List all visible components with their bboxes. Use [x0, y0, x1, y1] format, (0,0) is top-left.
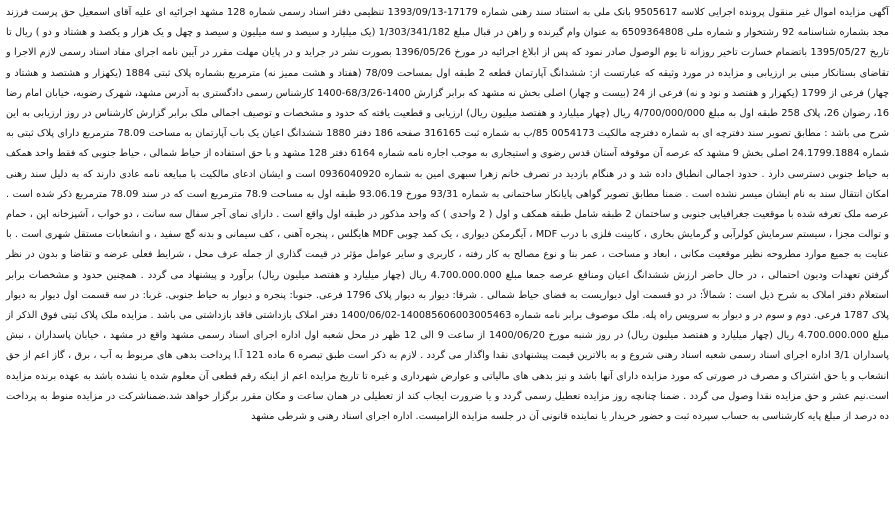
- notice-body-text: آگهی مزایده اموال غیر منقول پرونده اجرایی کلاسه 9505617 بانک ملی به استناد سند رهنی شماره 17179-1393/09/13 تنظیمی دفتر اسناد رسمی شماره 128 مشهد اجرائیه ای علیه آقای اسمعیل حق پرست فرزند مجد بشماره شناسنامه 92 رشتخوار و شماره ملی 6509364808 به عنوان وام گیرنده و راهن در قبال مبلغ 1/303/341/182 (یک میلیارد و سیصد و سه میلیون و سیصد و چهل و یک هزار و یکصد و هشتاد و دو ) ریال تا تاریخ 1395/05/27 باتضمام خسارت تاخیر روزانه تا یوم الوصول صادر نمود که پس از ابلاغ اجرائیه در مورخ 1396/05/26 بصورت نشر در جراید و در پایان مهلت مقرر در آیین نامه اجرای مفاد اسناد رسمی لازم الاجرا و تقاضای بستانکار مبنی بر ارزیابی و مزایده در مورد وثیقه که عبارتست از: ششدانگ آپارتمان قطعه 2 طبقه اول بمساحت 78/09 (هفتاد و هشت ممیز نه) مترمربع بشماره پلاک ثبتی 1884 (یکهزار و هشتصد و هشتاد و چهار) فرعی از 1799 (یکهزار و هفتصد و نود و نه) فرعی از 24 (بیست و چهار) اصلی بخش نه مشهد که برابر گزارش 1400-68/3/26-1400 کارشناس رسمی دادگستری به آدرس مشهد، شهرک رضویه، خیابان امام رضا 16، رضوان 26، پلاک 258 طبقه اول به مبلغ 4/700/000/000 ریال (چهار میلیارد و هفتصد میلیون ریال) ارزیابی و قطعیت یافته که حدود و مشخصات و توصیف اجمالی ملک برابر گزارش کارشناس در روز ارزیابی به این شرح می باشد : مطابق تصویر سند دفترچه ای به شماره دفترچه مالکیت 0054173 85/ب به شماره ثبت 316165 صفحه 186 دفتر 1880 ششدانگ اعیان یک باب آپارتمان به مساحت 78.09 مترمربع دارای پلاک ثبتی به شماره 24.1799.1884 اصلی بخش 9 مشهد که عرصه آن موقوفه آستان قدس رضوی و استیجاری به موجب اجاره نامه شماره 6164 دفتر 128 مشهد و با حق استفاده از حیاط شمالی ، حیاط جنوبی که فقط واحد همکف به حیاط جنوبی دسترسی دارد . حدود اجمالی انطباق داده شد و در هنگام بازدید در تصرف خانم زهرا سبهری امین به شماره 0936040920 است و ایشان ادعای مالکیت با مبایعه نامه عادی دارند که به دلیل سند رهنی امکان انتقال سند به نام ایشان میسر نشده است . ضمنا مطابق تصویر گواهی پایانکار ساختمانی به شماره 93/31 مورخ 93.06.19 طبقه اول به مساحت 78.9 مترمربع است که در سند 78.09 مترمربع ذکر شده است . عرصه ملک تعرفه شده با موقعیت جغرافیایی جنوبی و ساختمان 2 طبقه شامل طبقه همکف و اول ( 2 واحدی ) که واحد مذکور در طبقه اول واقع است . دارای نمای آجر سفال سه سانت ، دو خواب ، آشپزخانه اپن ، حمام و توالت مجزا ، سیستم سرمایش کولرآبی و گرمایش بخاری ، کابینت فلزی با درب MDF ، آیگرمکن دیواری ، یک کمد چوبی MDF هایگلس ، پنجره آهنی ، کف سیمانی و بدنه گچ سفید ، و انشعابات مستقل شهری است . با عنایت به جمیع موارد مطروحه نظیر موقعیت مکانی ، ابعاد و مساحت ، عمر بنا و نوع مصالح به کار رفته ، کاربری و سایر عوامل مؤثر در قیمت گذاری از جمله عرف محل ، شرایط فعلی عرضه و تقاضا و بدون در نظر گرفتن تعهدات ودیون احتمالی ، در حال حاضر ارزش ششدانگ اعیان ومنافع عرصه جمعا مبلغ 4.700.000.000 ریال (چهار میلیارد و هفتصد میلیون ریال) برآورد و پیشنهاد می گردد . همچنین حدود و مشخصات برابر استعلام دفتر املاک به شرح ذیل است : شمالاً: در دو قسمت اول دیواریست به فضای حیاط شمالی . شرقا: دیوار به دیوار پلاک 1796 فرعی. جنوبا: پنجره و دیوار به حیاط جنوبی. غربا: در سه قسمت اول دیوار به دیوار پلاک 1787 فرعی. دوم و سوم در و دیوار به سرویس راه پله. ملک موصوف برابر نامه شماره 140085606003005463-1400/06/02 دفتر املاک بازداشتی فاقد بازداشتی می باشد . مزایده ملک پلاک ثبتی فوق الذکر از مبلغ 4.700.000.000 ریال (چهار میلیارد و هفتصد میلیون ریال) در روز شنبه مورخ 1400/06/20 از ساعت 9 الی 12 ظهر در محل شعبه اول اداره اجرای اسناد رسمی مشهد واقع در مشهد ، خیابان پاسداران ، نبش پاسداران 3/1 اداره اجرای اسناد رسمی شعبه اسناد رهنی شروع و به بالاترین قیمت پیشنهادی نقدا واگذار می گردد . لازم به ذکر است طبق تبصره 6 ماده 121 آ.ا پرداخت بدهی های مربوط به آب ، برق ، گاز اعم از حق انشعاب و یا حق اشتراک و مصرف در صورتی که مورد مزایده دارای آنها باشد و نیز بدهی های مالیاتی و عوارض شهرداری و غیره تا تاریخ مزایده اعم از اینکه رقم قطعی آن معلوم شده یا نشده باشد به عهده برنده مزایده است.نیم عشر و حق مزایده نقدا وصول می گردد . ضمنا چنانچه روز مزایده تعطیل رسمی گردد و یا ضرورت ایجاب کند از تعطیلی در همان ساعت و مکان مقرر برگزار خواهد شد.ضمناشرکت در مزایده منوط به پرداخت ده درصد از مبلغ پایه کارشناسی به حساب سپرده ثبت و حضور خریدار یا نماینده قانونی آن در جلسه مزایده الزامیست. اداره اجرای اسناد رهنی و شرطی مشهد: [6, 7, 890, 423]
